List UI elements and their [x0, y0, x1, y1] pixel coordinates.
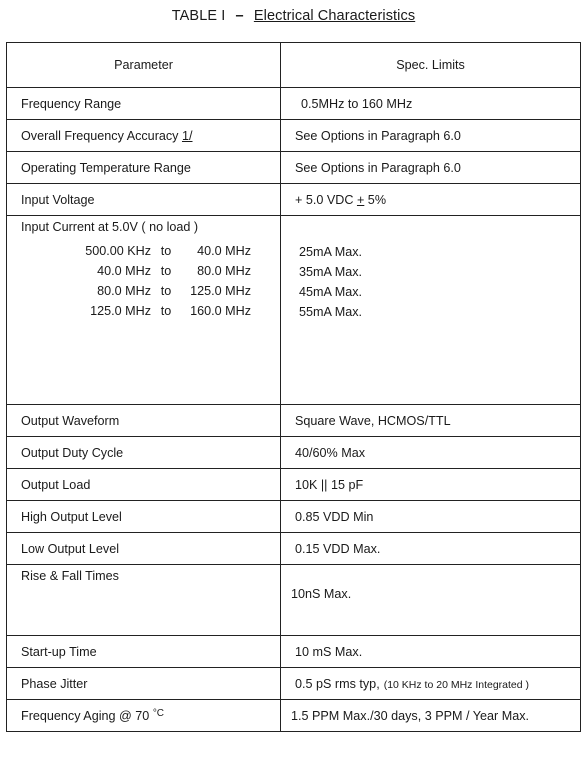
header-parameter: Parameter: [7, 43, 281, 88]
degree-unit: °C: [152, 708, 165, 719]
current-value: 25mA Max.: [299, 245, 362, 259]
param-cell: Low Output Level: [7, 533, 281, 565]
param-cell: Input Voltage: [7, 184, 281, 216]
table-row-input-current: [7, 216, 581, 405]
param-cell: [7, 216, 281, 405]
table-row: [7, 120, 581, 152]
value-cell: 10nS Max.: [281, 565, 581, 636]
table-row: [7, 501, 581, 533]
value-cell: 40/60% Max: [281, 437, 581, 469]
table-row: [7, 533, 581, 565]
jitter-note: (10 KHz to 20 MHz Integrated ): [383, 678, 530, 691]
param-cell: [7, 700, 281, 732]
value-cell: Square Wave, HCMOS/TTL: [281, 405, 581, 437]
param-text: Overall Frequency Accuracy: [21, 128, 182, 143]
table-row: [7, 668, 581, 700]
range-to: to: [160, 264, 172, 278]
param-cell: High Output Level: [7, 501, 281, 533]
value-cell: [281, 216, 581, 405]
param-cell: Output Duty Cycle: [7, 437, 281, 469]
caption-title: Electrical Characteristics: [253, 8, 416, 24]
value-text: 0.5 pS rms typ,: [295, 676, 380, 691]
table-row: [7, 437, 581, 469]
param-text: Input Current at 5.0V ( no load ): [21, 220, 199, 234]
header-spec-limits: Spec. Limits: [281, 43, 581, 88]
value-cell: [281, 668, 581, 700]
current-range: [21, 244, 280, 258]
table-row: [7, 152, 581, 184]
current-value: 55mA Max.: [299, 305, 362, 319]
param-cell: Phase Jitter: [7, 668, 281, 700]
current-value: 45mA Max.: [299, 285, 362, 299]
value-cell: 0.85 VDD Min: [281, 501, 581, 533]
current-range: [21, 264, 280, 278]
range-to: to: [160, 304, 172, 318]
value-text: 5%: [364, 192, 387, 207]
electrical-characteristics-table: [6, 42, 581, 732]
table-row: [7, 184, 581, 216]
current-range: [21, 284, 280, 298]
table-row: [7, 700, 581, 732]
value-cell: 1.5 PPM Max./30 days, 3 PPM / Year Max.: [281, 700, 581, 732]
range-from: 40.0 MHz: [97, 264, 151, 278]
param-cell: Start-up Time: [7, 636, 281, 668]
caption-prefix: TABLE I: [171, 8, 226, 24]
value-cell: [281, 88, 581, 120]
param-cell: [7, 120, 281, 152]
table-caption: [0, 8, 587, 24]
range-to: to: [160, 244, 172, 258]
param-cell: Output Load: [7, 469, 281, 501]
value-cell: 10K || 15 pF: [281, 469, 581, 501]
range-upto: 125.0 MHz: [190, 284, 251, 298]
table-row: [7, 636, 581, 668]
param-cell: Frequency Range: [7, 88, 281, 120]
current-value: 35mA Max.: [299, 265, 362, 279]
footnote-ref: 1/: [181, 128, 193, 143]
table-row: [7, 405, 581, 437]
param-cell: Output Waveform: [7, 405, 281, 437]
value-text: 0.5MHz to 160 MHz: [301, 96, 413, 111]
range-from: 500.00 KHz: [85, 244, 151, 258]
param-cell: Operating Temperature Range: [7, 152, 281, 184]
range-from: 80.0 MHz: [97, 284, 151, 298]
range-upto: 160.0 MHz: [190, 304, 251, 318]
current-range: [21, 304, 280, 318]
value-text: + 5.0 VDC: [295, 192, 357, 207]
table-row: [7, 469, 581, 501]
table-row: [7, 88, 581, 120]
table-row-rise-fall: [7, 565, 581, 636]
range-to: to: [160, 284, 172, 298]
value-cell: See Options in Paragraph 6.0: [281, 120, 581, 152]
param-text: Frequency Aging @ 70: [21, 709, 153, 723]
param-cell: Rise & Fall Times: [7, 565, 281, 636]
plus-minus-symbol: +: [356, 192, 365, 207]
range-from: 125.0 MHz: [90, 304, 151, 318]
caption-dash: –: [235, 8, 244, 24]
value-cell: 0.15 VDD Max.: [281, 533, 581, 565]
value-cell: 10 mS Max.: [281, 636, 581, 668]
value-cell: [281, 184, 581, 216]
value-cell: See Options in Paragraph 6.0: [281, 152, 581, 184]
range-upto: 40.0 MHz: [197, 244, 251, 258]
table-header-row: [7, 43, 581, 88]
range-upto: 80.0 MHz: [197, 264, 251, 278]
